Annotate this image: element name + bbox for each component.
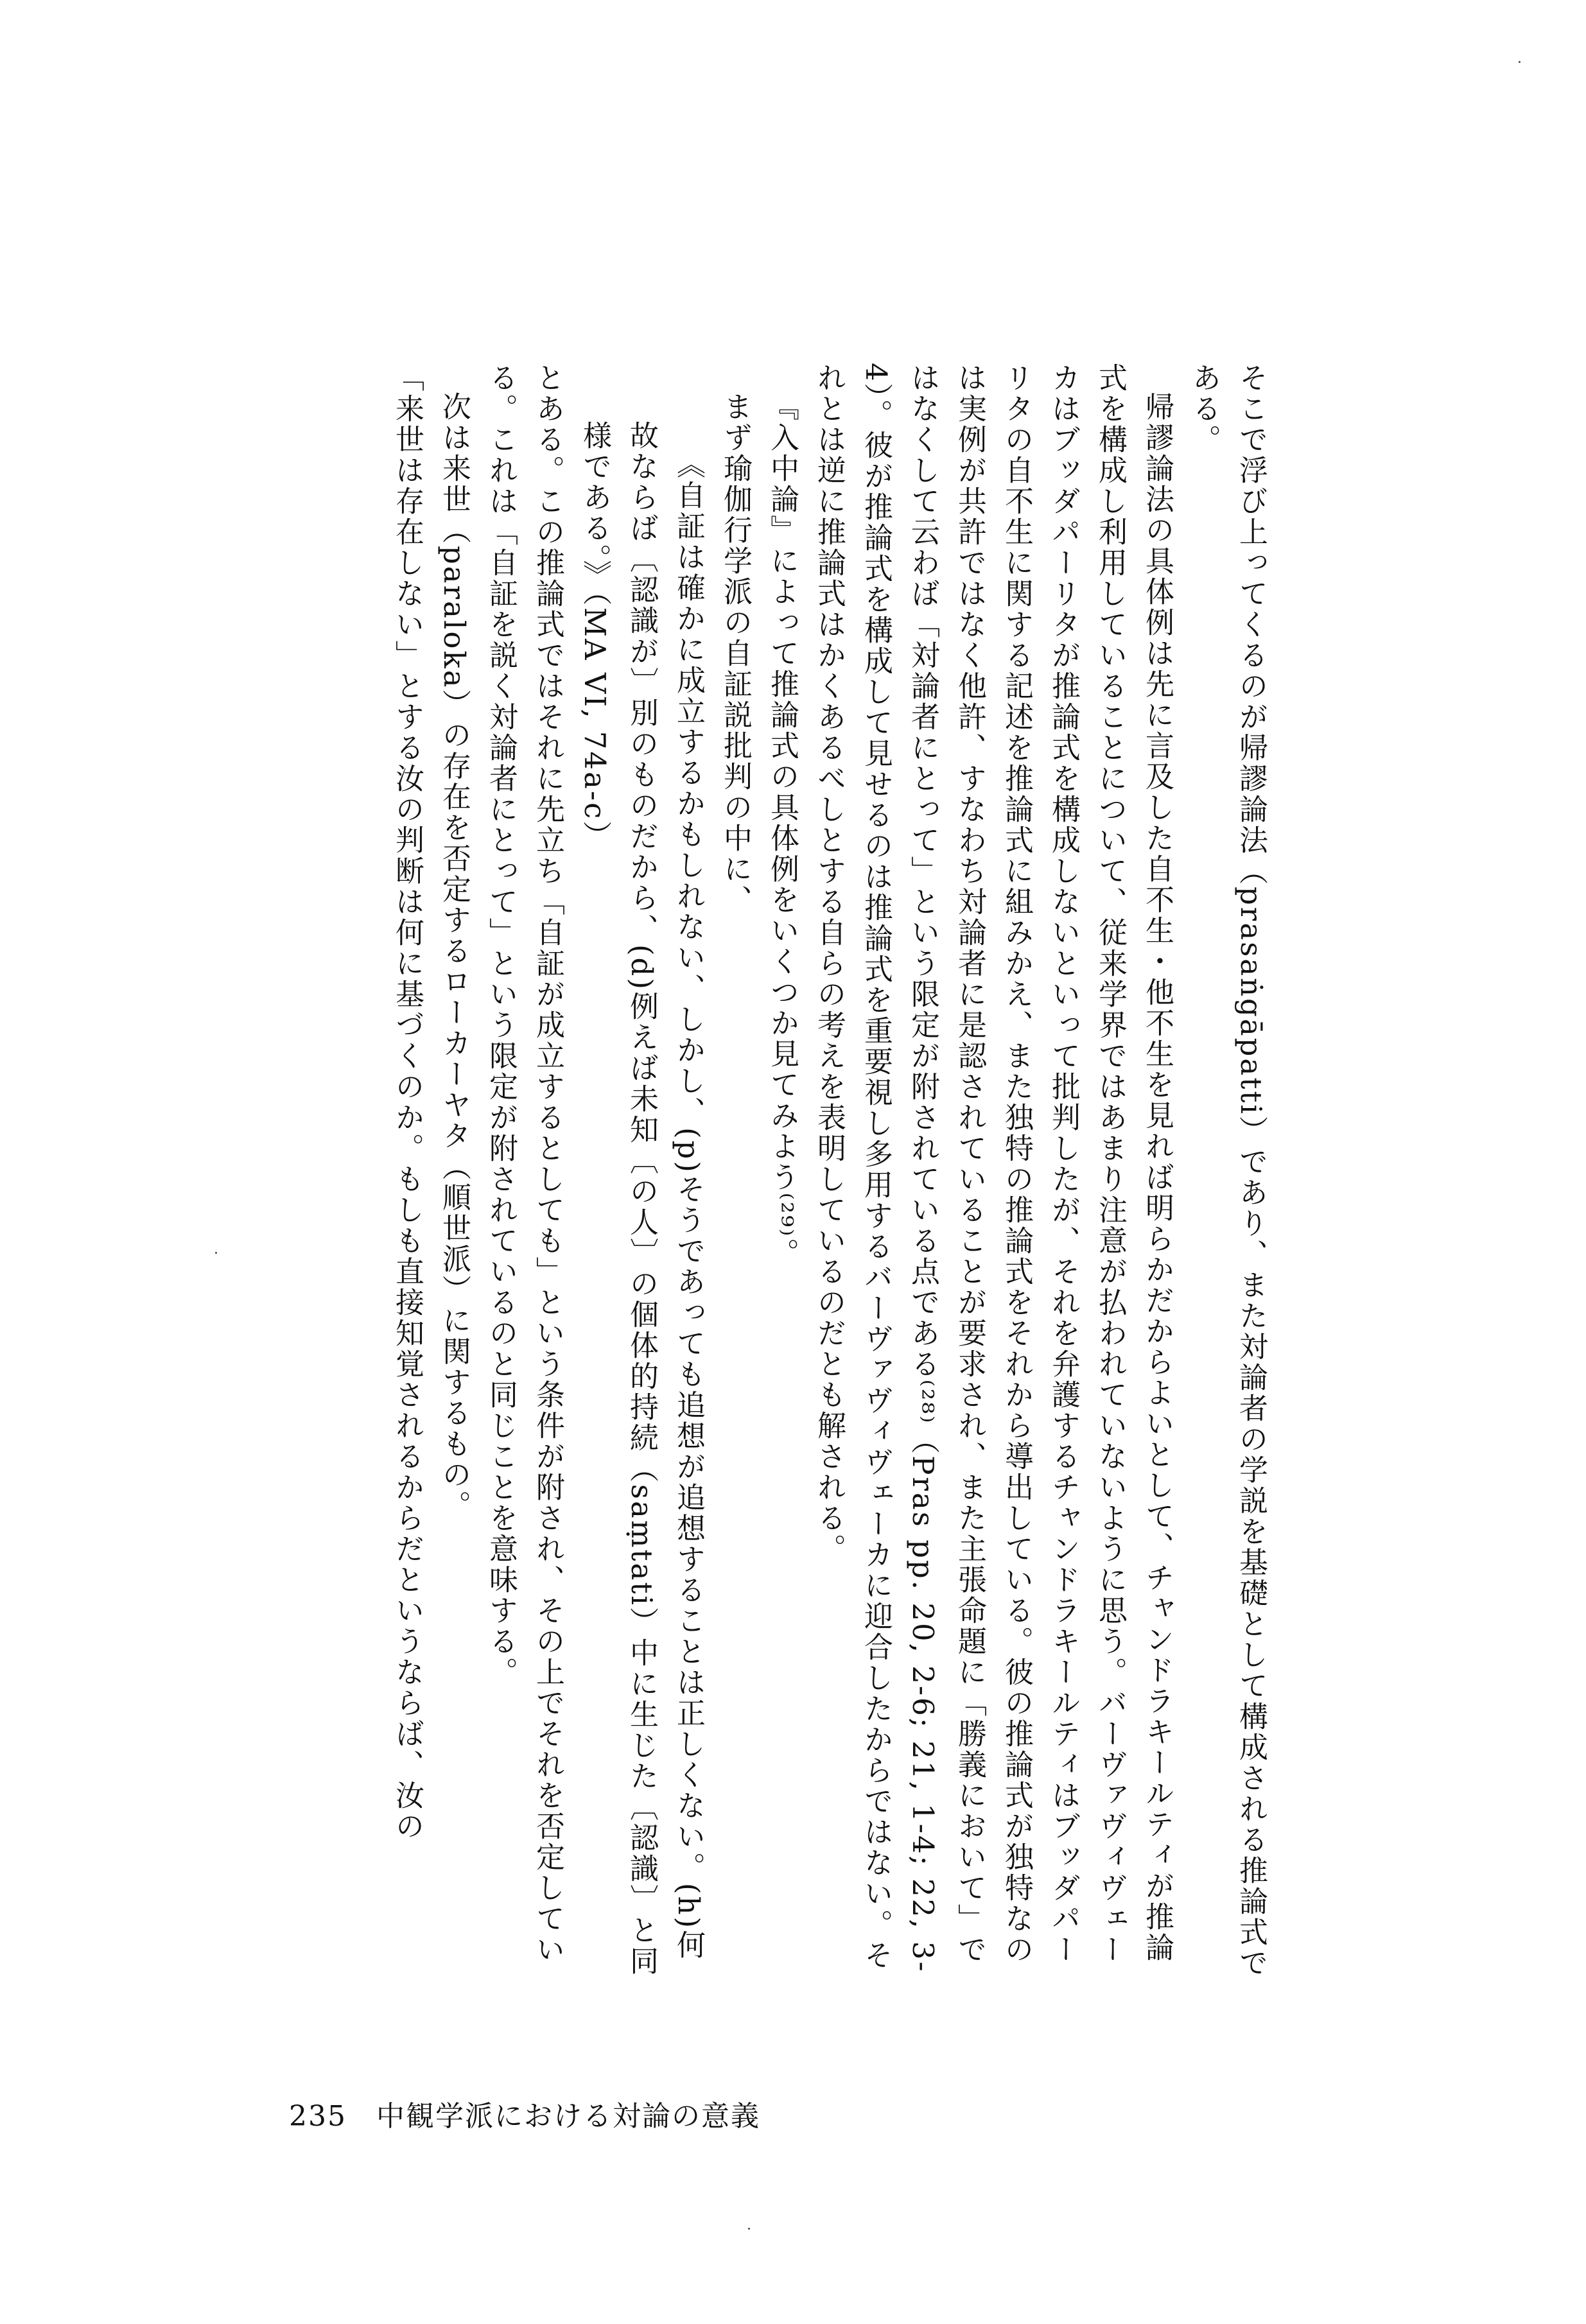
page-number: 235 (289, 2100, 347, 2133)
paragraph-7: 次は来世（paraloka）の存在を否定するローカーヤタ（順世派）に関するもの。 (437, 392, 471, 1522)
paragraph-4: まず瑜伽行学派の自証説批判の中に、 (719, 392, 753, 915)
paragraph-3: 『入中論』によって推論式の具体例をいくつか見てみよう⁽²⁹⁾。 (765, 392, 799, 1269)
scan-speck (748, 2228, 750, 2230)
page-footer (289, 2093, 760, 2134)
paragraph-6: とある。この推論式ではそれに先立ち「自証が成立するとしても」という条件が附され、その上でそれを否定している。これは「自証を説く対論者にとって」という限定が附されているのと同じことを意味する。 (484, 363, 565, 1965)
scan-speck (1519, 61, 1521, 63)
running-title: 中観学派における対論の意義 (376, 2100, 760, 2133)
paragraph-8: 「来世は存在しない」とする汝の判断は何に基づくのか。もしも直接知覚されるからだというならば、汝の (390, 363, 424, 1842)
scan-speck (215, 1252, 217, 1254)
quoted-syllogism: 《自証は確かに成立するかもしれない、しかし、(p)そうであっても追想が追想することは正しくない。(h)何故ならば〔認識が〕別のものだから、(d)例えば未知〔の人〕の個体的持続（saṃtati）中に生じた〔認識〕と同様である。》（MA VI, 74a-c） (578, 421, 706, 1977)
paragraph-2: 帰謬論法の具体例は先に言及した自不生・他不生を見れば明らかだからよいとして、チャンドラキールティが推論式を構成し利用していることについて、従来学界ではあまり注意が払われていないように思う。バーヴァヴィヴェーカはブッダパーリタが推論式を構成しないといって批判したが、それを弁護するチャンドラキールティはブッダパーリタの自不生に関する記述を推論式に組みかえ、また独特の推論式をそれから導出している。彼の推論式が独特なのは実例が共許ではなく他許、すなわち対論者に是認されていることが要求され、また主張命題に「勝義において」ではなくして云わば「対論者にとって」という限定が附されている点である⁽²⁸⁾（Pras pp. 20, 2-6; 21, 1-4; 22, 3-4）。彼が推論式を構成して見せるのは推論式を重要視し多用するバーヴァヴィヴェーカに迎合したからではない。それとは逆に推論式はかくあるべしとする自らの考えを表明しているのだとも解される。 (812, 363, 1174, 1973)
paragraph-1: そこで浮び上ってくるのが帰謬論法（prasaṅgāpatti）であり、また対論者の学説を基礎として構成される推論式である。 (1187, 363, 1268, 1979)
page-body-text (311, 363, 1275, 1981)
